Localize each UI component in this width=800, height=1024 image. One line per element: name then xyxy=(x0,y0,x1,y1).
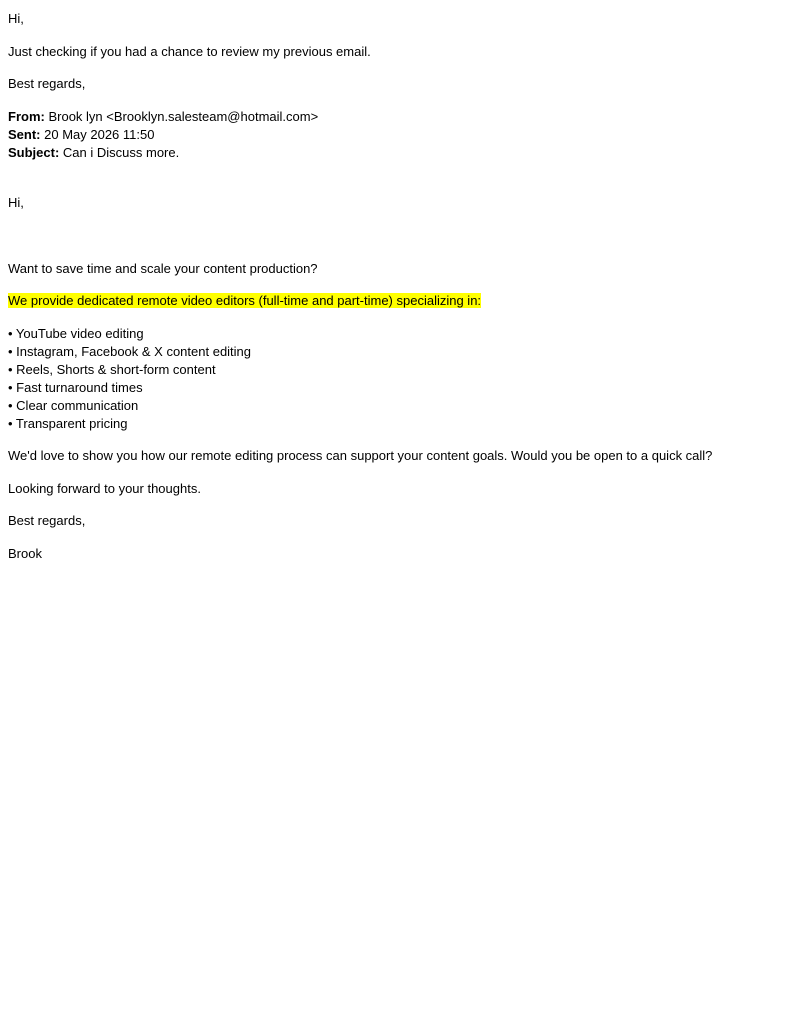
subject-row xyxy=(8,144,792,162)
list-item: • Fast turnaround times xyxy=(8,379,143,395)
list-item: • Reels, Shorts & short-form content xyxy=(8,361,216,377)
reply-closing: Best regards, xyxy=(8,76,86,91)
from-row xyxy=(8,108,792,126)
reply-greeting: Hi, xyxy=(8,11,24,26)
pitch-paragraph: We'd love to show you how our remote editing process can support your content goals. Would you be open to a quick call? xyxy=(8,448,713,463)
sent-value: 20 May 2026 11:50 xyxy=(44,126,155,142)
sent-label: Sent: xyxy=(8,126,41,142)
list-item: • Instagram, Facebook & X content editing xyxy=(8,343,252,359)
list-item: • Clear communication xyxy=(8,397,139,413)
subject-label: Subject: xyxy=(8,144,60,160)
signature: Brook xyxy=(8,545,42,561)
list-item: • YouTube video editing xyxy=(8,325,144,341)
subject-value: Can i Discuss more. xyxy=(62,144,180,160)
reply-body: Just checking if you had a chance to review my previous email. xyxy=(8,43,371,59)
original-intro: Want to save time and scale your content production? xyxy=(8,260,318,276)
highlighted-text: We provide dedicated remote video editors (full-time and part-time) specializing in: xyxy=(8,293,482,308)
original-greeting: Hi, xyxy=(8,194,24,210)
original-closing: Best regards, xyxy=(8,513,86,528)
list-item: • Transparent pricing xyxy=(8,415,128,431)
sent-row xyxy=(8,126,792,144)
from-label: From: xyxy=(8,108,45,124)
original-message-header xyxy=(8,108,792,162)
from-value[interactable]: Brook lyn <Brooklyn.salesteam@hotmail.com> xyxy=(48,108,319,124)
forward-paragraph: Looking forward to your thoughts. xyxy=(8,480,201,496)
highlight-line xyxy=(8,292,792,310)
services-list xyxy=(8,325,792,433)
